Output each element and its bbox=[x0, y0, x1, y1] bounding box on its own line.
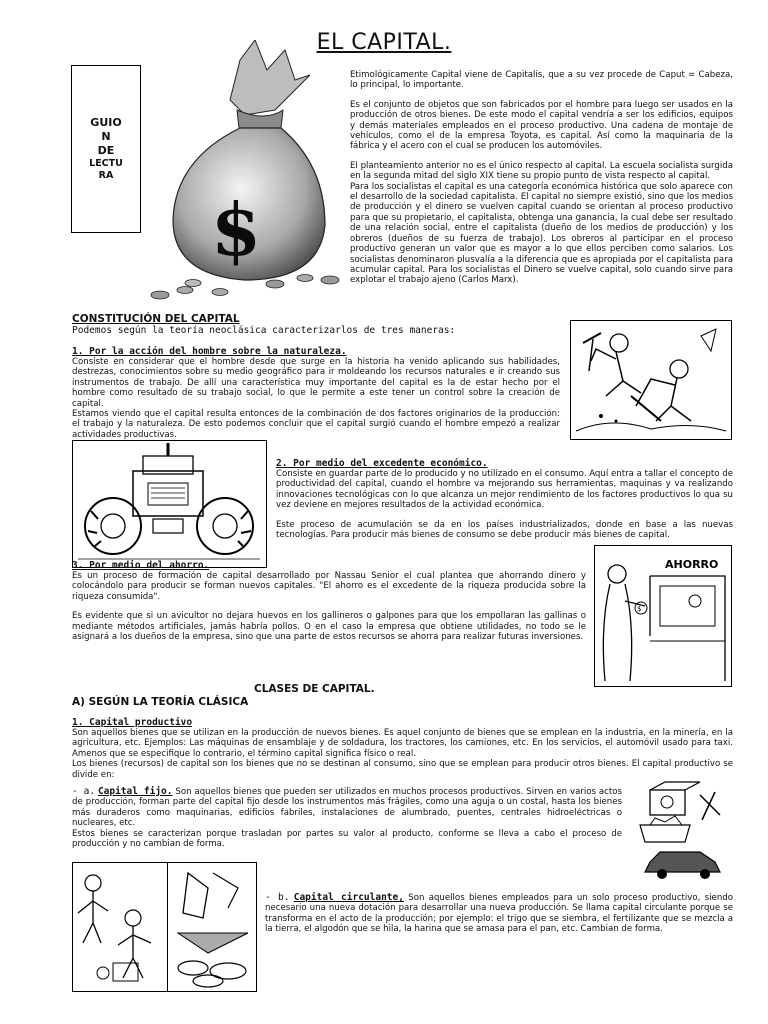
capital-fijo-section bbox=[72, 787, 622, 849]
section-1-heading: 1. Por la acción del hombre sobre la naturaleza. bbox=[72, 346, 347, 357]
capital-circulante-text: Son aquellos bienes empleados para un solo proceso productivo, siendo necesario una nueva dotación para desarrollar una nueva producción. Se llama capital circulante porque se transforma en el acto de la producción; por ejemplo: el trigo que se siembra, el fertilizante que se mezcla a la tierra, el algodón que se hila, la harina que se amasa para el pan, etc. Cambian de forma. bbox=[265, 893, 733, 935]
section-3-heading: 3. Por medio del ahorro. bbox=[72, 560, 210, 571]
workers-illustration bbox=[570, 320, 732, 440]
intro-paragraph-3: El planteamiento anterior no es el único respecto al capital. La escuela socialista surgida en la segunda mitad del siglo XIX tiene su propio punto de vista respecto al capital. bbox=[350, 160, 733, 182]
section-2-paragraph-2: Este proceso de acumulación se da en los países industrializados, donde en base a las nuevas tecnologías. Para producir más bienes de consumo se debe producir más bienes de capital. bbox=[276, 519, 733, 541]
ahorro-sign-text: AHORRO bbox=[665, 558, 719, 571]
capital-fijo-text: Son aquellos bienes que pueden ser utilizados en muchos procesos productivos. Sirven en varios actos de producción, forman parte del capital fijo desde los instrumentos más frágiles, como una aguja o un costal, hasta los bienes más duraderos como maquinarias, edificios fabriles, instalaciones de alumbrado, puentes, centrales hidroeléctricas o nucleares, etc. bbox=[72, 787, 622, 829]
people-working-illustration bbox=[72, 862, 168, 992]
ahorro-illustration bbox=[594, 545, 732, 687]
capital-circulante-prefix: - b. bbox=[265, 892, 290, 903]
section-heading-clases: CLASES DE CAPITAL. bbox=[254, 683, 375, 695]
section-2-heading: 2. Por medio del excedente económico. bbox=[276, 458, 488, 469]
section-3-paragraph: Es un proceso de formación de capital desarrollado por Nassau Senior el cual plantea que ahorrando dinero y colocándolo para producir se forman nuevos capitales. "El ahorro es el excedente de la riqueza producida sobre la riqueza consumida". bbox=[72, 571, 586, 602]
capital-fijo-illustration bbox=[630, 780, 733, 880]
guion-line-5: RA bbox=[98, 170, 114, 181]
intro-paragraph-4: Para los socialistas el capital es una categoría económica histórica que solo aparece con el desarrollo de la sociedad capitalista. El capital no siempre existió, sino que los medios de producción y el dinero se vuelven capital cuando se orientan al proceso productivo para que su propietario, el capitalista, obtenga una ganancia, la cual debe ser resultado de una relación social, entre el capitalista (dueño de los medios de producción) y los obreros (dueños de su fuerza de trabajo). Los obreros al participar en el proceso productivo generan un valor que es mayor a lo que ellos perciben como salarios. Los socialistas denominaron plusvalía a la diferencia que es apropiada por el capitalista para acumular capital. Para los socialistas el Dinero se vuelve capital, solo cuando sirve para explotar el trabajo ajeno (Carlos Marx). bbox=[350, 181, 733, 286]
section-1 bbox=[72, 346, 560, 440]
guion-line-3: DE bbox=[97, 144, 115, 157]
capital-circulante-section bbox=[265, 893, 733, 935]
capital-fijo-text-2: Estos bienes se caracterizan porque trasladan por partes su valor al producto, conforme se lleva a cabo el proceso de producción y no cambian de forma. bbox=[72, 828, 622, 850]
section-2-paragraph: Consiste en guardar parte de lo producido y no utilizado en el consumo. Aquí entra a tallar el concepto de productividad del capital, cuando el hombre va mejorando sus herramientas, maquinas y va realizando innovaciones tecnológicas con lo que alcanza un mejor rendimiento de los factores productivos lo qua su vez deviene en mejores resultados de la actividad económica. bbox=[276, 469, 733, 511]
section-1-paragraph: Consiste en considerar que el hombre desde que surge en la historia ha venido aplicando sus habilidades, destrezas, conocimientos sobre su medio geográfico para ir moldeando los recursos naturales e ir creando sus instrumentos de trabajo. De allí una característica muy importante del capital es la de estar hecho por el hombre como resultado de su trabajo social, lo que le permite a este tener un control sobre la creación de capital. bbox=[72, 357, 560, 409]
intro-section bbox=[350, 70, 733, 286]
intro-paragraph-2: Es el conjunto de objetos que son fabricados por el hombre para luego ser usados en la producción de otros bienes. De este modo el capital vendría a ser los edificios, equipos y demás materiales empleados en el proceso productivo. Una cadena de montaje de vehículos, como el de la empresa Toyota, es capital. Así como la maquinaria de la fábrica y el acero con el cual se producen los automóviles. bbox=[350, 99, 733, 152]
capital-circulante-label: Capital circulante, bbox=[293, 892, 404, 903]
guion-line-2: N bbox=[101, 130, 111, 143]
svg-text:$: $ bbox=[211, 187, 262, 272]
money-bag-illustration bbox=[145, 40, 345, 305]
guion-line-1: GUIO bbox=[90, 116, 122, 129]
intro-paragraph-1: Etimológicamente Capital viene de Capitalis, que a su vez procede de Caput = Cabeza, lo principal, lo importante. bbox=[350, 70, 733, 91]
capital-productivo-section bbox=[72, 717, 733, 780]
goods-illustration bbox=[167, 862, 257, 992]
capital-fijo-label: Capital fijo. bbox=[97, 786, 173, 797]
guion-box bbox=[71, 65, 141, 233]
guion-line-4: LECTU bbox=[89, 158, 123, 169]
svg-text:$: $ bbox=[637, 605, 642, 613]
capital-fijo-prefix: - a. bbox=[72, 786, 96, 797]
constitucion-subtitle: Podemos según la teoría neoclásica caracterizarlos de tres maneras: bbox=[72, 325, 456, 336]
capital-productivo-paragraph: Son aquellos bienes que se utilizan en la producción de nuevos bienes. Es aquel conjunto de bienes que se emplean en la industria, en la minería, en la agricultura, etc. Ejemplos: Las máquinas de ensamblaje y de soldadura, los tractores, los camiones, etc. En los servicios, el automóvil usado para taxi. Amenos que se especifique lo contrario, el término capital significa físico o real. bbox=[72, 728, 733, 759]
section-1-paragraph-2: Estamos viendo que el capital resulta entonces de la combinación de dos factores originarios de la producción: el trabajo y la naturaleza. De esto podemos concluir que el capital surgió cuando el hombre empezó a realizar actividades productivas. bbox=[72, 409, 560, 440]
capital-productivo-paragraph-2: Los bienes (recursos) de capital son los bienes que no se destinan al consumo, sino que se emplean para producir otros bienes. El capital productivo se divide en: bbox=[72, 759, 733, 780]
section-3 bbox=[72, 560, 586, 642]
page-title: EL CAPITAL. bbox=[316, 30, 452, 55]
section-2 bbox=[276, 458, 733, 540]
section-heading-constitucion: CONSTITUCIÓN DEL CAPITAL bbox=[72, 313, 240, 325]
section-3-paragraph-2: Es evidente que si un avicultor no dejara huevos en los gallineros o galpones para que los empollaran las gallinas o mediante métodos artificiales, jamás habría pollos. O en el caso la empresa que obtiene utilidades, no todo se le asignará a los dueños de la empresa, sino que una parte de estos recursos se ahorra para realizar futuras inversiones. bbox=[72, 611, 586, 643]
capital-productivo-heading: 1. Capital productivo bbox=[72, 717, 193, 728]
tractor-illustration bbox=[72, 440, 267, 568]
clases-subtitle: A) SEGÚN LA TEORÍA CLÁSICA bbox=[72, 696, 249, 708]
